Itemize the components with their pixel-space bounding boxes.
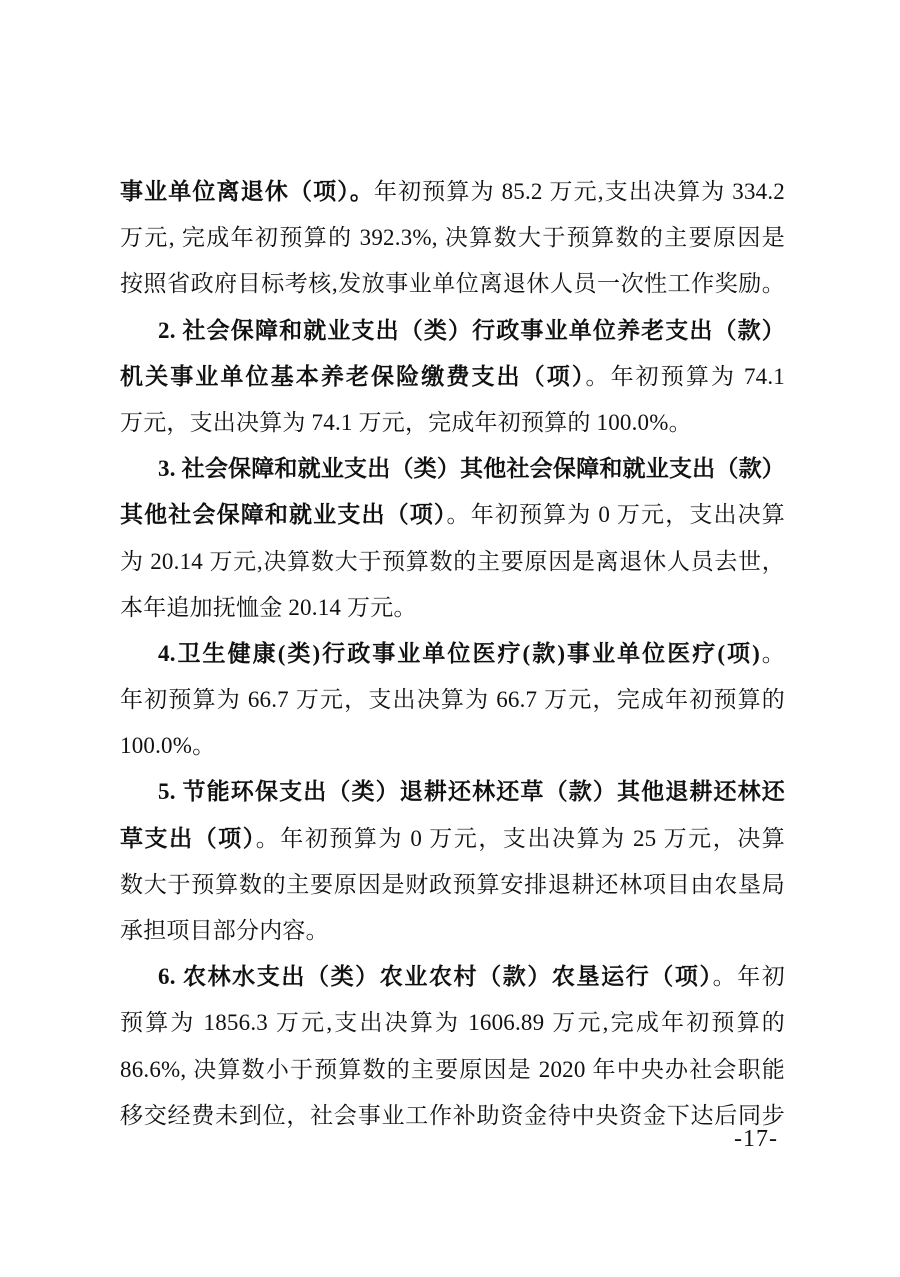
text-segment: 为 20.14 万元,决算数大于预算数的主要原因是离退休人员去世， (120, 548, 785, 574)
text-segment: 年初预算为 85.2 万元,支出决算为 334.2 (374, 179, 786, 204)
text-line (120, 816, 785, 862)
text-line (120, 677, 785, 723)
text-line (120, 723, 785, 769)
text-line (158, 954, 785, 1000)
text-segment: 6. 农林水支出（类）农业农村（款）农垦运行（项） (158, 964, 713, 990)
text-line (120, 492, 785, 538)
text-line (158, 631, 785, 677)
text-line (120, 908, 785, 954)
text-segment: 草支出（项） (120, 825, 256, 851)
text-line (158, 446, 785, 492)
text-segment: 5. 节能环保支出（类）退耕还林还草（款）其他退耕还林还 (158, 779, 785, 805)
text-segment: 4.卫生健康(类)行政事业单位医疗(款)事业单位医疗(项) (158, 640, 760, 666)
text-segment: 事业单位离退休（项）。 (120, 179, 375, 204)
text-segment: 数大于预算数的主要原因是财政预算安排退耕还林项目由农垦局 (120, 871, 785, 897)
text-segment: 预算为 1856.3 万元,支出决算为 1606.89 万元,完成年初预算的 (120, 1010, 785, 1036)
text-segment: 年初预算为 66.7 万元，支出决算为 66.7 万元，完成年初预算的 (120, 687, 785, 713)
text-line (158, 308, 785, 354)
text-segment: 万元, 完成年初预算的 392.3%, 决算数大于预算数的主要原因是 (120, 225, 785, 251)
text-line (120, 400, 785, 446)
text-segment: 。年初预算为 74.1 (585, 363, 785, 389)
text-segment: 2. 社会保障和就业支出（类）行政事业单位养老支出（款） (158, 317, 785, 343)
text-line (158, 769, 785, 815)
text-segment: 。 (759, 640, 785, 666)
text-segment: 3. 社会保障和就业支出（类）其他社会保障和就业支出（款） (158, 456, 785, 482)
text-segment: 其他社会保障和就业支出（项） (120, 502, 447, 528)
text-segment: 承担项目部分内容。 (120, 918, 329, 943)
text-segment: 100.0%。 (120, 733, 216, 759)
text-segment: 机关事业单位基本养老保险缴费支出（项） (120, 363, 586, 389)
text-line (120, 1093, 785, 1139)
text-line (120, 1000, 785, 1046)
text-segment: 移交经费未到位，社会事业工作补助资金待中央资金下达后同步 (120, 1102, 785, 1128)
text-segment: 。年初预算为 0 万元，支出决算 (446, 502, 785, 528)
text-segment: 86.6%, 决算数小于预算数的主要原因是 2020 年中央办社会职能 (120, 1056, 785, 1082)
page-number: -17- (734, 1126, 778, 1152)
text-line (120, 261, 785, 307)
text-segment: 万元，支出决算为 74.1 万元，完成年初预算的 100.0%。 (120, 409, 692, 435)
text-segment: 本年追加抚恤金 20.14 万元。 (120, 594, 417, 620)
text-line (120, 862, 785, 908)
text-line (120, 585, 785, 631)
text-segment: 。年初 (712, 964, 786, 990)
document-body (120, 169, 785, 1139)
text-line (120, 1047, 785, 1093)
text-line (120, 169, 785, 215)
text-line (120, 215, 785, 261)
text-segment: 。年初预算为 0 万元，支出决算为 25 万元，决算 (255, 825, 786, 851)
text-segment: 按照省政府目标考核,发放事业单位离退休人员一次性工作奖励。 (120, 271, 785, 297)
text-line (120, 539, 785, 585)
text-line (120, 354, 785, 400)
